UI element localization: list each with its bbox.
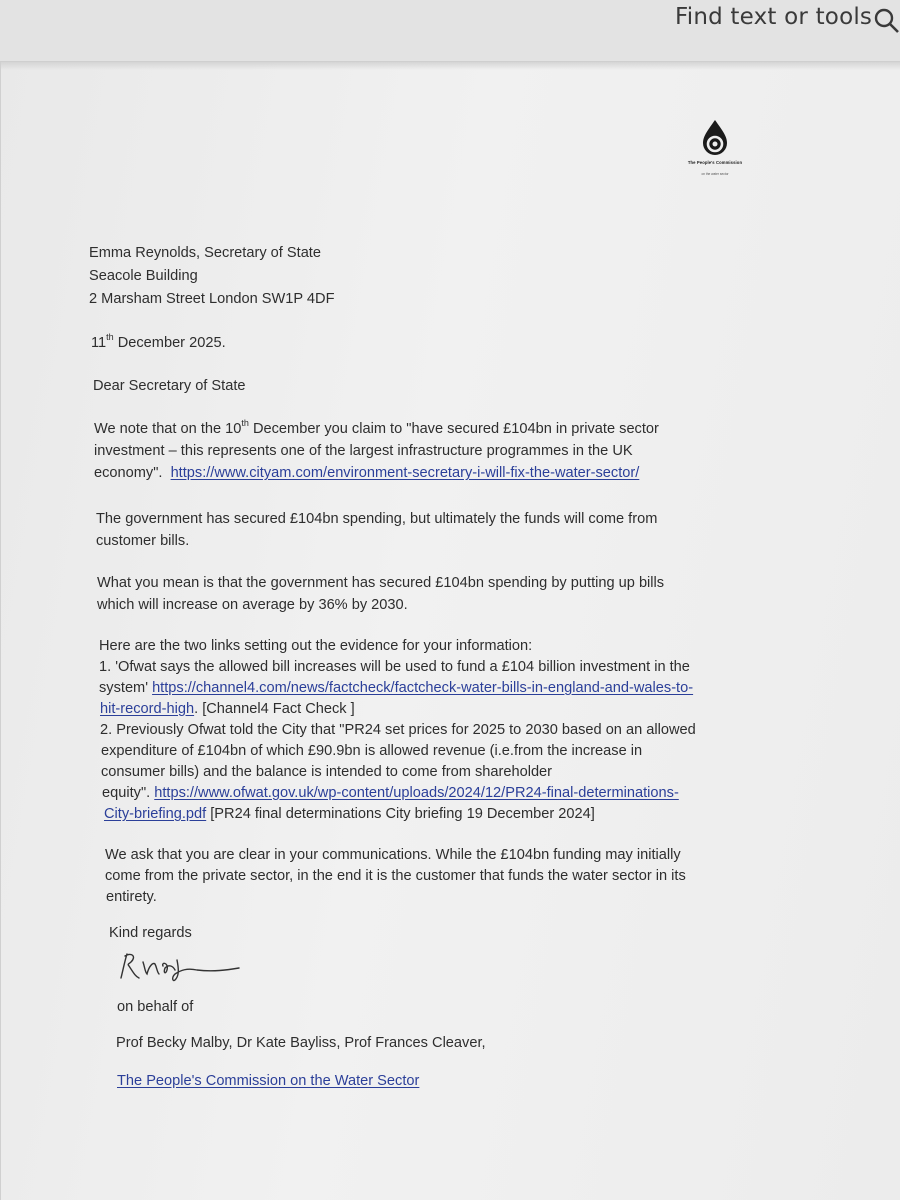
p4-item1-line1: 1. 'Ofwat says the allowed bill increases will be used to fund a £104 billion investment in the bbox=[99, 659, 690, 675]
pdf-toolbar bbox=[0, 0, 900, 62]
find-text-or-tools-button[interactable]: Find text or tools bbox=[675, 4, 873, 30]
channel4-link-cont[interactable]: hit-record-high bbox=[100, 701, 195, 717]
item1-system: system' bbox=[99, 680, 153, 696]
on-behalf-of: on behalf of bbox=[117, 999, 194, 1015]
recipient-address: 2 Marsham Street London SW1P 4DF bbox=[89, 291, 335, 307]
p2-line2: customer bills. bbox=[96, 533, 190, 549]
search-icon[interactable] bbox=[872, 6, 900, 34]
p4-item1-line3 bbox=[100, 700, 355, 719]
p5-line1: We ask that you are clear in your communications. While the £104bn funding may initially bbox=[105, 847, 681, 863]
letter-date bbox=[91, 334, 226, 353]
item2-source: [PR24 final determinations City briefing 19 December 2024] bbox=[206, 806, 595, 822]
peoples-commission-link[interactable]: The People's Commission on the Water Sector bbox=[117, 1073, 420, 1089]
ofwat-link[interactable]: https://www.ofwat.gov.uk/wp-content/uploads/2024/12/PR24-final-determinations- bbox=[154, 785, 679, 801]
p3-line1: What you mean is that the government has secured £104bn spending by putting up bills bbox=[97, 575, 665, 591]
p5-line2: come from the private sector, in the end it is the customer that funds the water sector in its bbox=[105, 868, 686, 884]
handwritten-signature bbox=[117, 948, 241, 982]
p4-item2-line5 bbox=[104, 805, 595, 824]
p1-sup: th bbox=[241, 418, 249, 429]
p1-line3-text: economy". bbox=[94, 465, 163, 481]
document-page bbox=[0, 62, 900, 1200]
p1-line2: investment – this represents one of the largest infrastructure programmes in the UK bbox=[94, 443, 633, 459]
p4-item2-line3: consumer bills) and the balance is intended to come from shareholder bbox=[101, 764, 553, 780]
p4-item2-line1: 2. Previously Ofwat told the City that "PR24 set prices for 2025 to 2030 based on an allowed bbox=[100, 722, 696, 738]
item1-source: . [Channel4 Fact Check ] bbox=[194, 701, 355, 717]
org-line bbox=[117, 1072, 419, 1091]
p5-line3: entirety. bbox=[106, 889, 157, 905]
p4-item2-line2: expenditure of £104bn of which £90.9bn is allowed revenue (i.e.from the increase in bbox=[101, 743, 643, 759]
logo-name: The People's Commission bbox=[687, 160, 743, 165]
ofwat-link-cont[interactable]: City-briefing.pdf bbox=[104, 806, 207, 822]
logo-tagline: on the water sector bbox=[701, 172, 729, 176]
p1-line1 bbox=[94, 420, 659, 439]
recipient-building: Seacole Building bbox=[89, 268, 198, 284]
date-day: 11 bbox=[91, 335, 107, 351]
p4-intro: Here are the two links setting out the evidence for your information: bbox=[99, 638, 533, 654]
p4-item2-line4 bbox=[102, 784, 679, 803]
p1-line3 bbox=[94, 464, 639, 483]
item2-equity: equity". bbox=[102, 785, 155, 801]
p3-line2: which will increase on average by 36% by 2030. bbox=[97, 597, 408, 613]
p1-line1-a: We note that on the 10 bbox=[94, 421, 242, 437]
channel4-link[interactable]: https://channel4.com/news/factcheck/factcheck-water-bills-in-england-and-wales-to- bbox=[152, 680, 694, 696]
cityam-link[interactable]: https://www.cityam.com/environment-secretary-i-will-fix-the-water-sector/ bbox=[170, 465, 640, 481]
signatories: Prof Becky Malby, Dr Kate Bayliss, Prof Frances Cleaver, bbox=[116, 1035, 486, 1051]
recipient-name: Emma Reynolds, Secretary of State bbox=[89, 245, 321, 261]
salutation: Dear Secretary of State bbox=[93, 378, 246, 394]
letter-body bbox=[1, 62, 900, 1200]
date-suffix: th bbox=[106, 332, 114, 343]
p4-item1-line2 bbox=[99, 679, 693, 698]
date-rest: December 2025. bbox=[113, 335, 226, 351]
p2-line1: The government has secured £104bn spending, but ultimately the funds will come from bbox=[96, 511, 658, 527]
closing: Kind regards bbox=[109, 925, 192, 941]
p1-line1-b: December you claim to "have secured £104bn in private sector bbox=[248, 421, 659, 437]
